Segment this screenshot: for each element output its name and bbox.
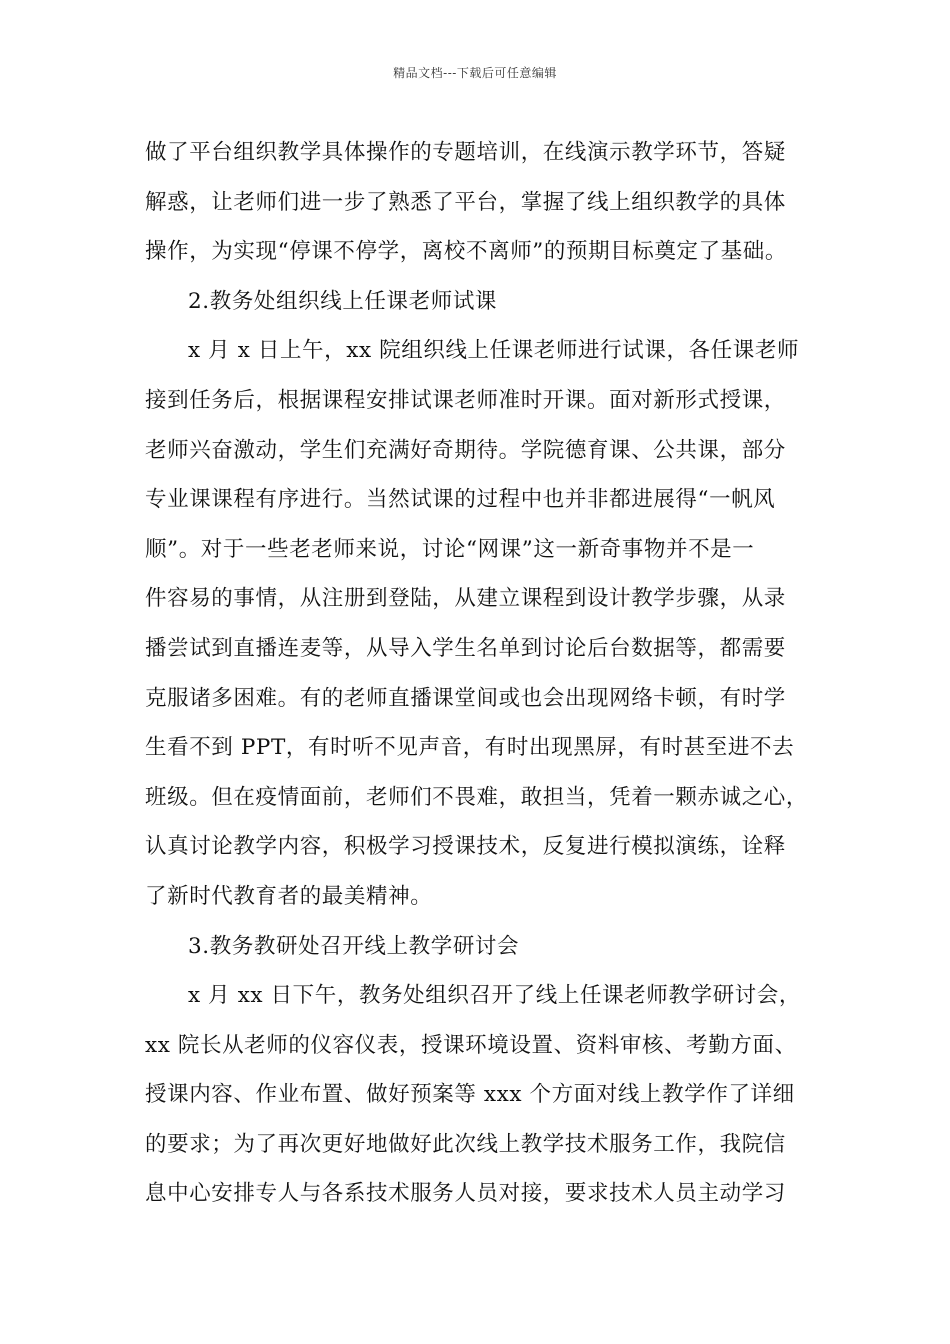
document-body <box>145 128 825 1219</box>
text-line: 解惑，让老师们进一步了熟悉了平台，掌握了线上组织教学的具体 <box>145 189 786 215</box>
text-line: 认真讨论教学内容，积极学习授课技术，反复进行模拟演练，诠释 <box>145 834 786 860</box>
text-line: 班级。但在疫情面前，老师们不畏难，敢担当，凭着一颗赤诚之心， <box>145 784 809 810</box>
text-line: 件容易的事情，从注册到登陆，从建立课程到设计教学步骤，从录 <box>145 586 786 612</box>
text-line: 专业课课程有序进行。当然试课的过程中也并非都进展得“一帆风 <box>145 487 776 513</box>
text-line: 2.教务处组织线上任课老师试课 <box>188 288 498 314</box>
text-line: 顺”。对于一些老老师来说，讨论“网课”这一新奇事物并不是一 <box>145 536 755 562</box>
text-line: 息中心安排专人与各系技术服务人员对接，要求技术人员主动学习 <box>145 1181 786 1207</box>
text-line: 3.教务教研处召开线上教学研讨会 <box>188 933 520 959</box>
text-line: 授课内容、作业布置、做好预案等 xxx 个方面对线上教学作了详细 <box>145 1082 795 1108</box>
text-line: 的要求；为了再次更好地做好此次线上教学技术服务工作，我院信 <box>145 1131 786 1157</box>
text-line: 老师兴奋激动，学生们充满好奇期待。学院德育课、公共课，部分 <box>145 437 786 463</box>
text-line: 克服诸多困难。有的老师直播课堂间或也会出现网络卡顿，有时学 <box>145 685 786 711</box>
text-line: xx 院长从老师的仪容仪表，授课环境设置、资料审核、考勤方面、 <box>145 1032 797 1058</box>
text-line: 了新时代教育者的最美精神。 <box>145 883 433 909</box>
text-line: 播尝试到直播连麦等，从导入学生名单到讨论后台数据等，都需要 <box>145 635 786 661</box>
text-line: x 月 xx 日下午，教务处组织召开了线上任课老师教学研讨会， <box>188 983 801 1009</box>
text-line: 操作，为实现“停课不停学，离校不离师”的预期目标奠定了基础。 <box>145 239 787 265</box>
text-line: 接到任务后，根据课程安排试课老师准时开课。面对新形式授课， <box>145 387 786 413</box>
text-line: x 月 x 日上午，xx 院组织线上任课老师进行试课，各任课老师 <box>188 338 800 364</box>
text-line: 生看不到 PPT，有时听不见声音，有时出现黑屏，有时甚至进不去 <box>145 735 795 761</box>
text-line: 做了平台组织教学具体操作的专题培训，在线演示教学环节，答疑 <box>145 140 786 165</box>
page-header: 精品文档---下载后可任意编辑 <box>393 66 557 80</box>
